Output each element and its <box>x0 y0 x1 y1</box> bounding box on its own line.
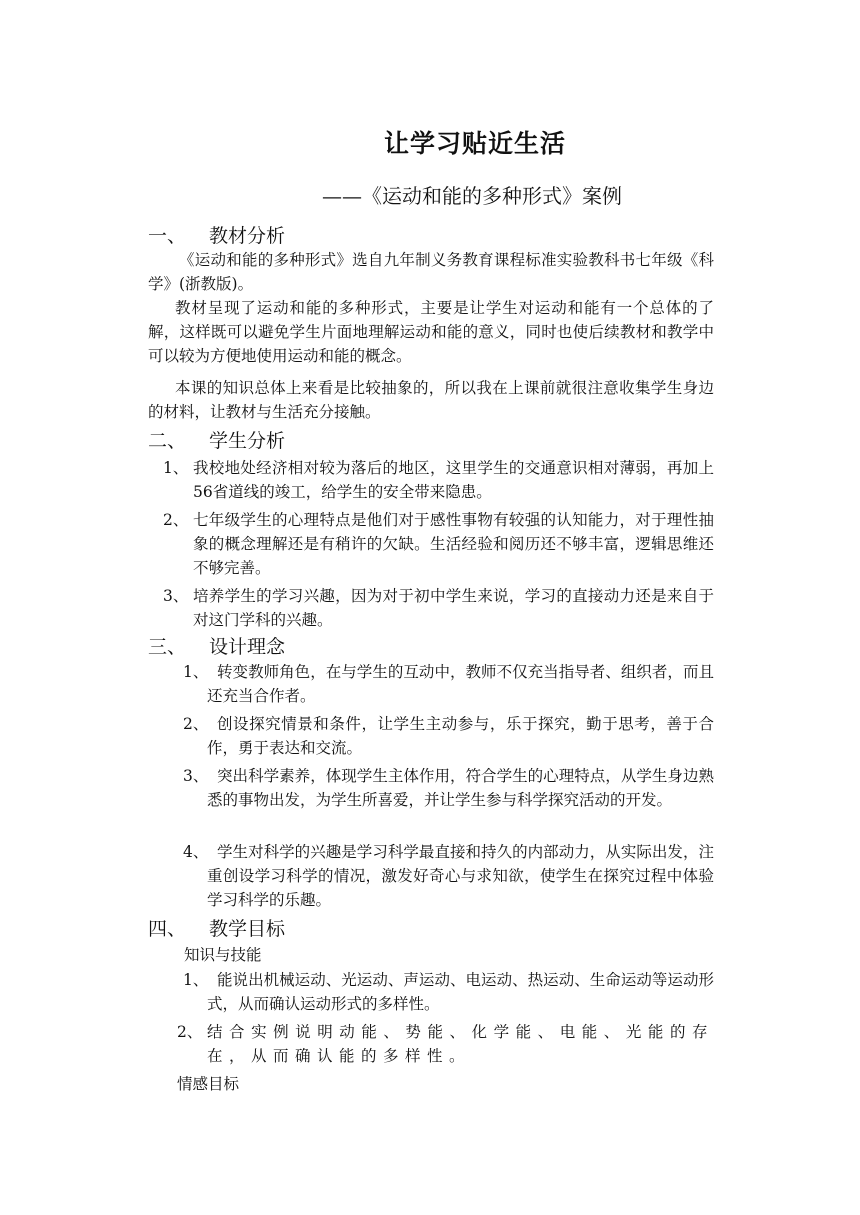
list-item-number: 3、 <box>183 767 209 785</box>
list-item-number: 1、 <box>183 971 209 989</box>
section-title: 设计理念 <box>209 636 286 658</box>
document-subtitle: ——《运动和能的多种形式》案例 <box>322 184 622 208</box>
list-item-text: 七年级学生的心理特点是他们对于感性事物有较强的认知能力，对于理性抽象的概念理解还是有稍许的欠缺。生活经验和阅历还不够丰富，逻辑思维还不够完善。 <box>193 511 714 577</box>
paragraph: 《运动和能的多种形式》选自九年制义务教育课程标准实验教科书七年级《科学》(浙教版)。 <box>148 251 714 293</box>
list-item-text: 结合实例说明动能、势能、化学能、电能、光能的存在，从而确认能的多样性。 <box>207 1023 714 1065</box>
section-title: 教学目标 <box>209 918 286 940</box>
list-item-number: 3、 <box>163 587 189 605</box>
section-title: 学生分析 <box>209 430 286 452</box>
section-number: 一、 <box>148 225 187 247</box>
section-title: 教材分析 <box>209 225 286 247</box>
paragraph: 本课的知识总体上来看是比较抽象的，所以我在上课前就很注意收集学生身边的材料，让教材与生活充分接触。 <box>148 379 714 421</box>
list-item-number: 1、 <box>183 663 209 681</box>
section-number: 二、 <box>148 430 187 452</box>
list-item-text: 突出科学素养，体现学生主体作用，符合学生的心理特点，从学生身边熟悉的事物出发，为学生所喜爱，并让学生参与科学探究活动的开发。 <box>207 767 714 809</box>
paragraph: 教材呈现了运动和能的多种形式，主要是让学生对运动和能有一个总体的了解，这样既可以避免学生片面地理解运动和能的意义，同时也使后续教材和教学中可以较为方便地使用运动和能的概念。 <box>148 299 714 365</box>
document-title: 让学习贴近生活 <box>383 129 566 158</box>
subheading: 情感目标 <box>177 1075 240 1093</box>
list-item-text: 创设探究情景和条件，让学生主动参与，乐于探究，勤于思考，善于合作，勇于表达和交流。 <box>207 715 714 757</box>
list-item-text: 学生对科学的兴趣是学习科学最直接和持久的内部动力，从实际出发，注重创设学习科学的情况，激发好奇心与求知欲，使学生在探究过程中体验学习科学的乐趣。 <box>207 843 714 909</box>
list-item-text: 能说出机械运动、光运动、声运动、电运动、热运动、生命运动等运动形式，从而确认运动形式的多样性。 <box>207 971 714 1013</box>
list-item-number: 2、 <box>177 1023 203 1041</box>
list-item-text: 培养学生的学习兴趣，因为对于初中学生来说，学习的直接动力还是来自于对这门学科的兴趣。 <box>193 587 714 629</box>
list-item-number: 4、 <box>183 843 209 861</box>
list-item-number: 2、 <box>163 511 189 529</box>
section-number: 四、 <box>148 918 187 940</box>
list-item-number: 1、 <box>163 459 189 477</box>
list-item-number: 2、 <box>183 715 209 733</box>
list-item-text: 转变教师角色，在与学生的互动中，教师不仅充当指导者、组织者，而且还充当合作者。 <box>207 663 714 705</box>
list-item-text: 我校地处经济相对较为落后的地区，这里学生的交通意识相对薄弱，再加上56省道线的竣工，给学生的安全带来隐患。 <box>193 459 714 501</box>
subheading: 知识与技能 <box>184 946 262 964</box>
section-number: 三、 <box>148 636 187 658</box>
